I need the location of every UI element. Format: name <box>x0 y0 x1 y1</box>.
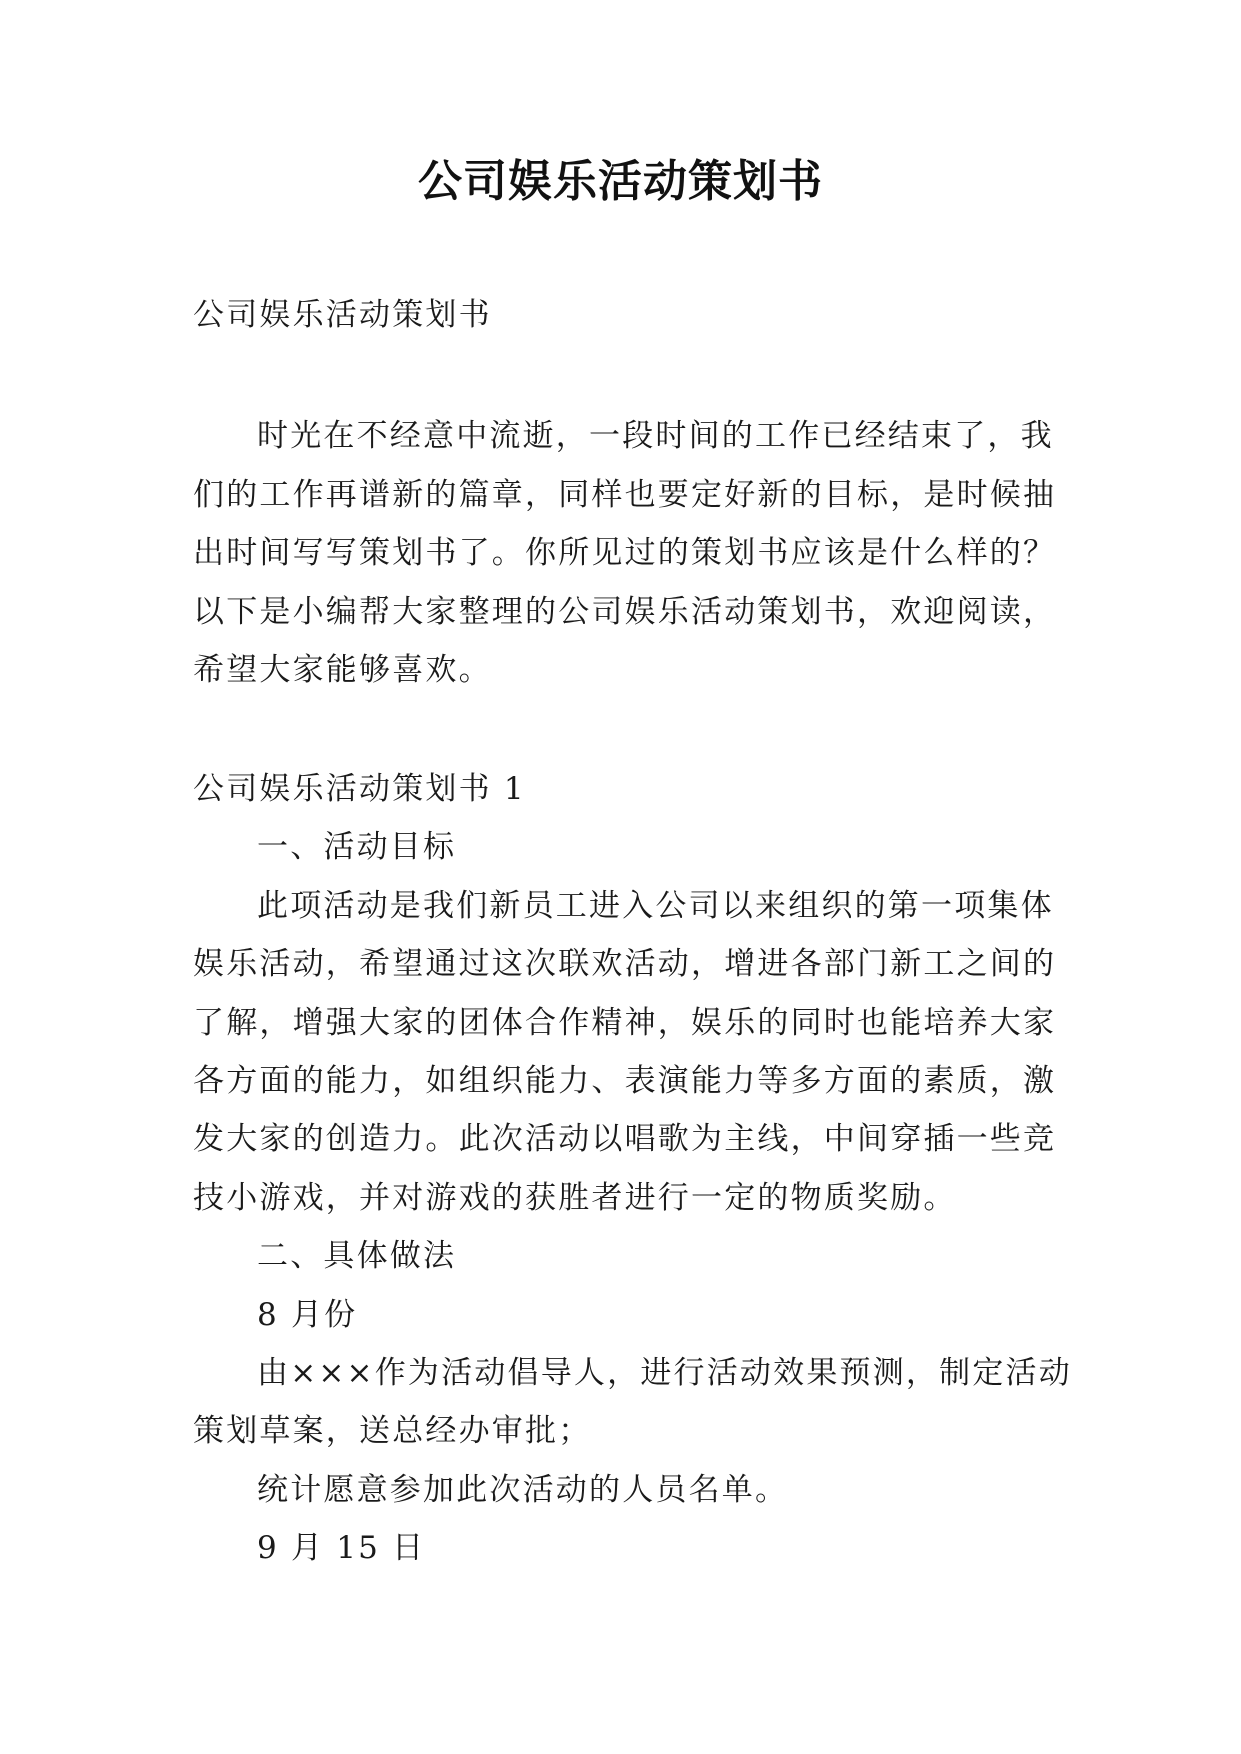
august-item-1: 由×××作为活动倡导人，进行活动效果预测，制定活动策划草案，送总经办审批； <box>193 1355 1072 1450</box>
month-august: 8 月份 <box>257 1296 358 1333</box>
date-september-15: 9 月 15 日 <box>257 1530 426 1567</box>
section-1 <box>193 760 1073 1578</box>
goal-heading: 一、活动目标 <box>257 829 457 866</box>
august-item-2: 统计愿意参加此次活动的人员名单。 <box>257 1471 789 1508</box>
document-subtitle: 公司娱乐活动策划书 <box>193 297 492 333</box>
method-heading: 二、具体做法 <box>257 1238 457 1275</box>
intro-paragraph <box>193 407 1073 700</box>
section-heading: 公司娱乐活动策划书 1 <box>193 771 526 807</box>
document-title: 公司娱乐活动策划书 <box>418 156 823 207</box>
goal-paragraph: 此项活动是我们新员工进入公司以来组织的第一项集体娱乐活动，希望通过这次联欢活动，增进各部门新工之间的了解，增强大家的团体合作精神，娱乐的同时也能培养大家各方面的能力，如组织能力、表演能力等多方面的素质，激发大家的创造力。此次活动以唱歌为主线，中间穿插一些竞技小游戏，并对游戏的获胜者进行一定的物质奖励。 <box>193 887 1057 1216</box>
intro-text: 时光在不经意中流逝，一段时间的工作已经结束了，我们的工作再谱新的篇章，同样也要定好新的目标，是时候抽出时间写写策划书了。你所见过的策划书应该是什么样的？以下是小编帮大家整理的公司娱乐活动策划书，欢迎阅读，希望大家能够喜欢。 <box>193 418 1057 688</box>
